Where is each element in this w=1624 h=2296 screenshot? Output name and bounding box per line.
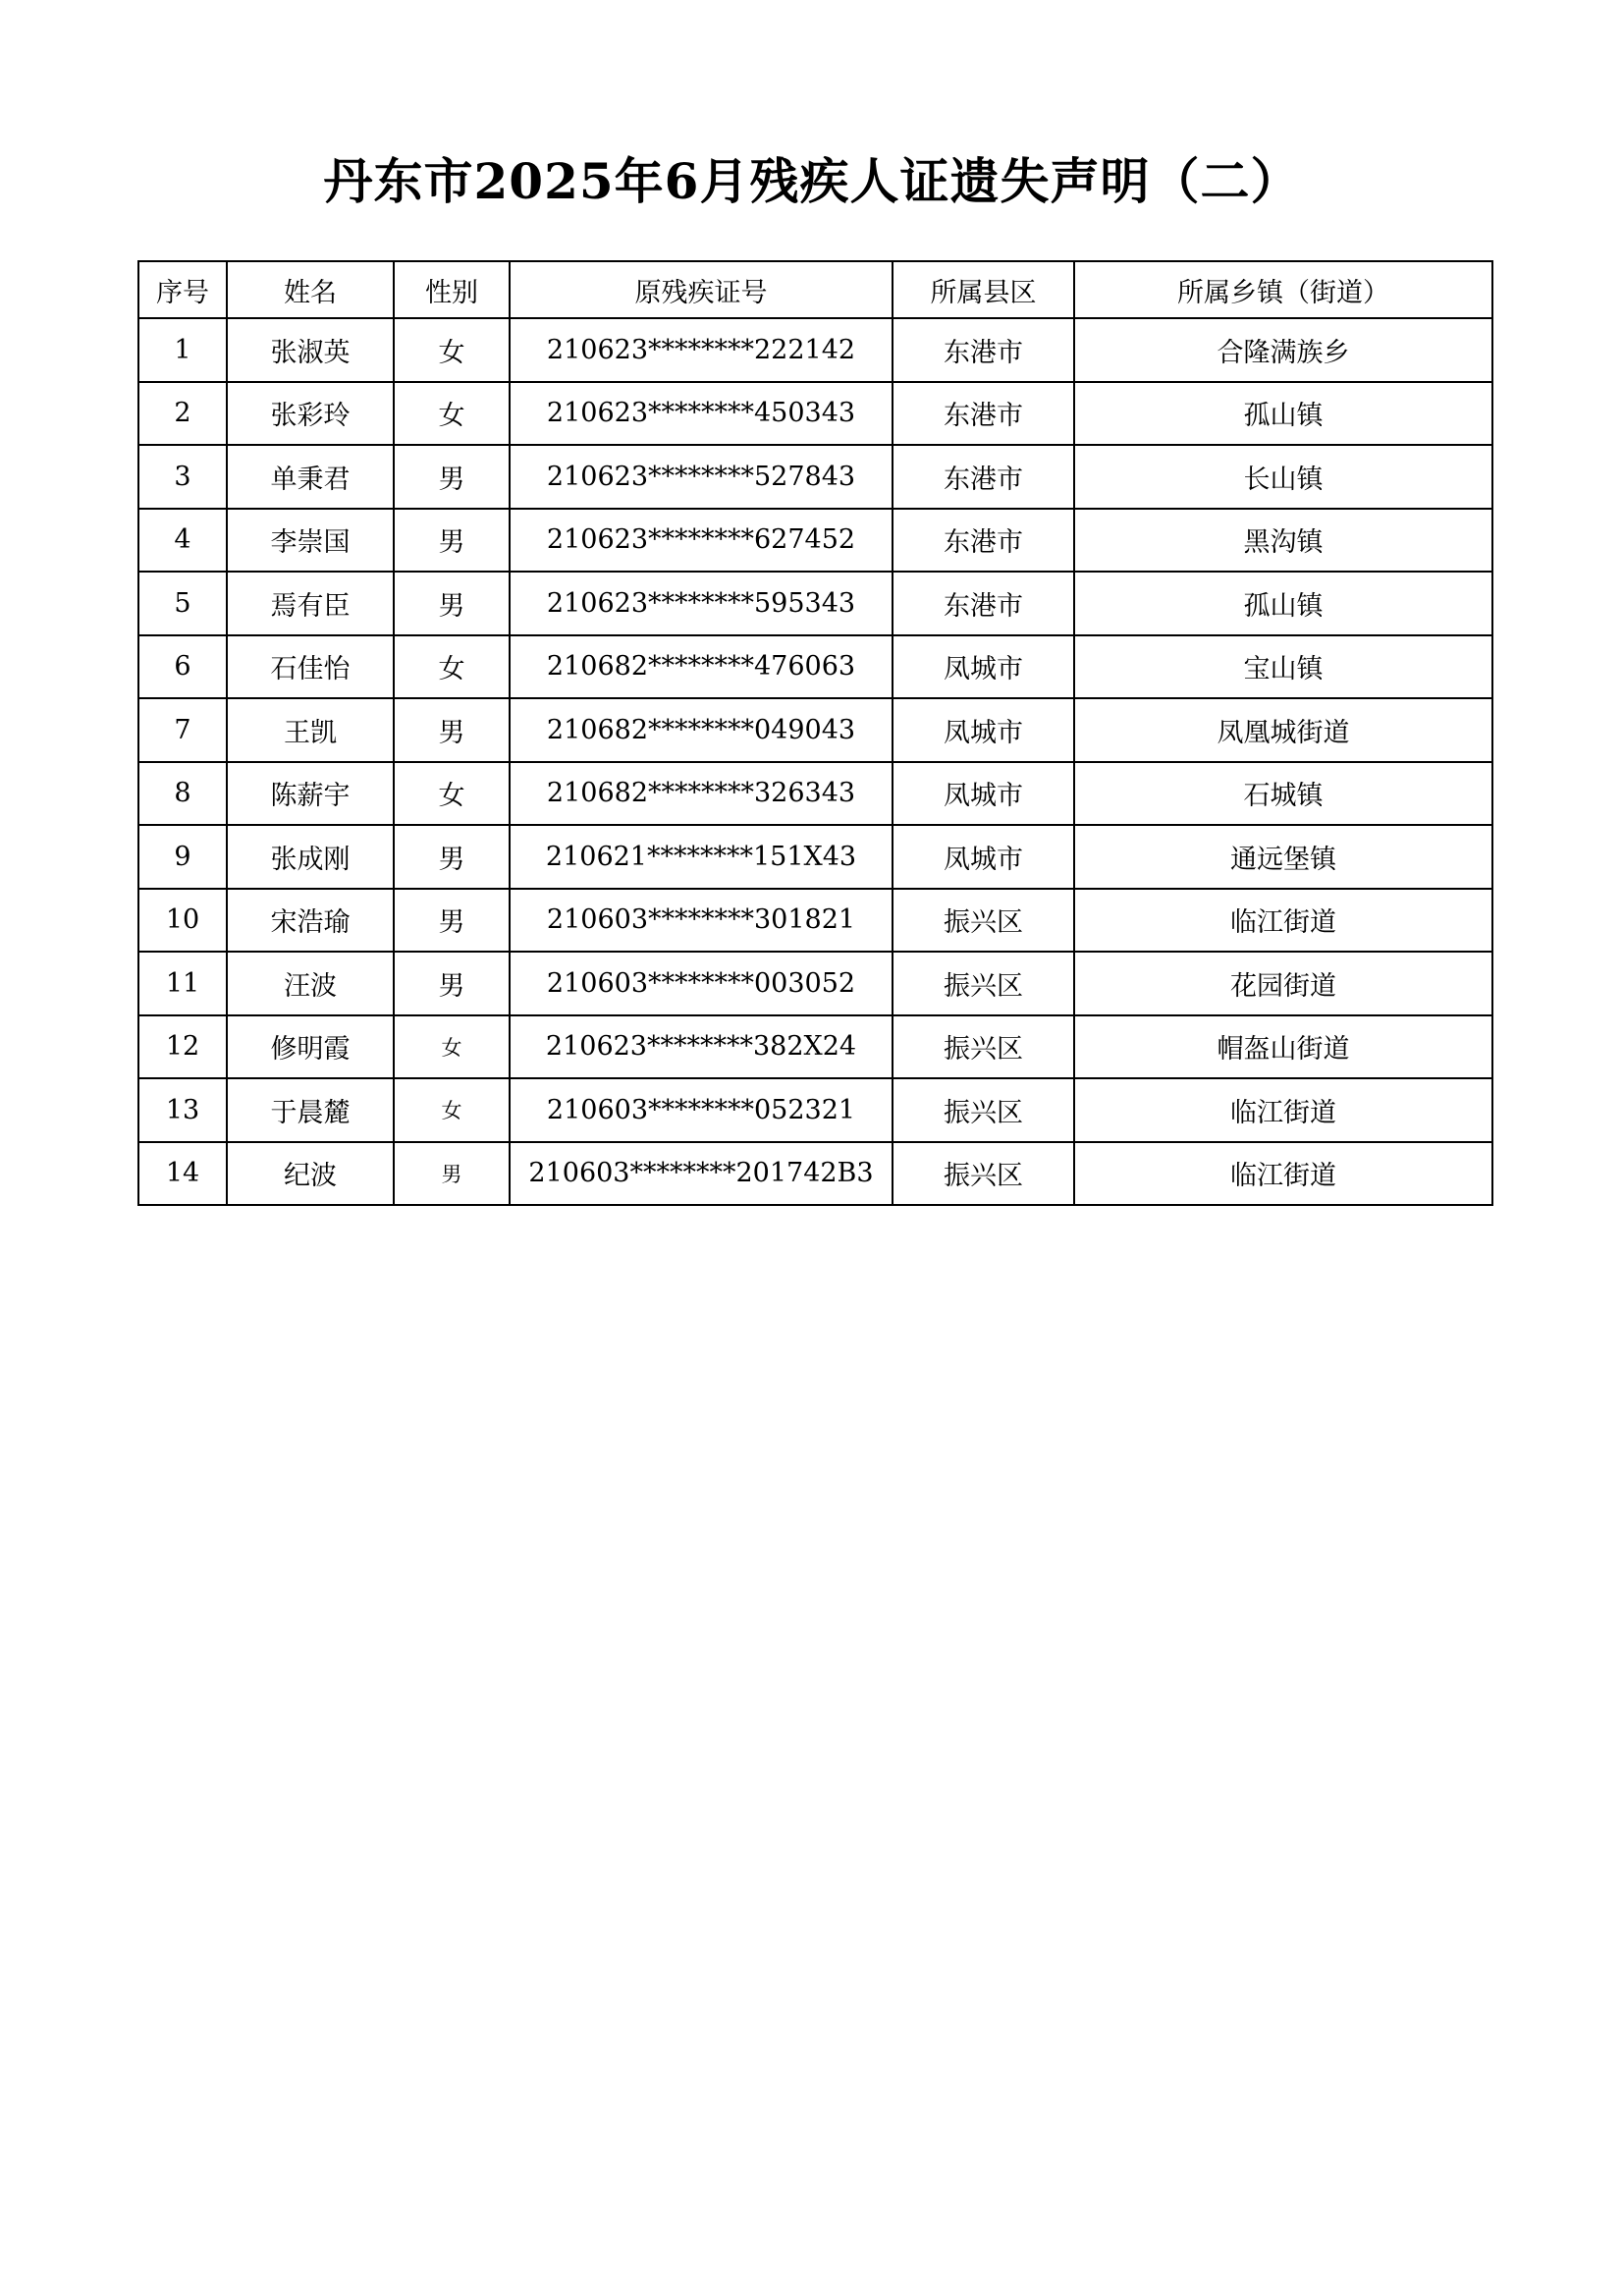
cell-index: 10 — [138, 889, 227, 953]
cell-name: 陈薪宇 — [227, 762, 394, 826]
cell-town: 临江街道 — [1074, 1142, 1492, 1206]
cell-index: 1 — [138, 318, 227, 382]
cell-county: 东港市 — [893, 572, 1074, 635]
cell-county: 振兴区 — [893, 889, 1074, 953]
header-cert-number: 原残疾证号 — [510, 261, 893, 318]
table-row — [138, 952, 1492, 1015]
header-name: 姓名 — [227, 261, 394, 318]
table-row — [138, 445, 1492, 509]
cell-cert-number: 210623********627452 — [510, 509, 893, 573]
cell-county: 振兴区 — [893, 1015, 1074, 1079]
table-row — [138, 572, 1492, 635]
cell-town: 长山镇 — [1074, 445, 1492, 509]
cell-index: 11 — [138, 952, 227, 1015]
cell-index: 2 — [138, 382, 227, 446]
cell-cert-number: 210623********222142 — [510, 318, 893, 382]
cell-index: 6 — [138, 635, 227, 699]
cell-town: 通远堡镇 — [1074, 825, 1492, 889]
header-county: 所属县区 — [893, 261, 1074, 318]
cell-town: 合隆满族乡 — [1074, 318, 1492, 382]
cell-cert-number: 210682********049043 — [510, 698, 893, 762]
cell-town: 帽盔山街道 — [1074, 1015, 1492, 1079]
cell-town: 孤山镇 — [1074, 572, 1492, 635]
cell-cert-number: 210623********595343 — [510, 572, 893, 635]
cell-gender: 男 — [394, 698, 510, 762]
cell-gender: 女 — [394, 1078, 510, 1142]
cell-name: 焉有臣 — [227, 572, 394, 635]
cell-town: 临江街道 — [1074, 1078, 1492, 1142]
cell-name: 张彩玲 — [227, 382, 394, 446]
cell-index: 4 — [138, 509, 227, 573]
cell-county: 凤城市 — [893, 762, 1074, 826]
header-gender: 性别 — [394, 261, 510, 318]
cell-county: 振兴区 — [893, 1142, 1074, 1206]
cell-name: 单秉君 — [227, 445, 394, 509]
table-row — [138, 698, 1492, 762]
cell-county: 东港市 — [893, 445, 1074, 509]
cell-index: 7 — [138, 698, 227, 762]
cell-name: 李崇国 — [227, 509, 394, 573]
cell-gender: 男 — [394, 1142, 510, 1206]
cell-gender: 男 — [394, 952, 510, 1015]
cell-town: 临江街道 — [1074, 889, 1492, 953]
cell-town: 花园街道 — [1074, 952, 1492, 1015]
cell-name: 纪波 — [227, 1142, 394, 1206]
cell-gender: 男 — [394, 889, 510, 953]
cell-gender: 女 — [394, 1015, 510, 1079]
header-town: 所属乡镇（街道） — [1074, 261, 1492, 318]
table-row — [138, 382, 1492, 446]
table-row — [138, 825, 1492, 889]
cell-name: 张成刚 — [227, 825, 394, 889]
table-row — [138, 509, 1492, 573]
cell-county: 东港市 — [893, 318, 1074, 382]
cell-name: 宋浩瑜 — [227, 889, 394, 953]
cell-cert-number: 210623********527843 — [510, 445, 893, 509]
cell-index: 3 — [138, 445, 227, 509]
cell-gender: 男 — [394, 572, 510, 635]
table-row — [138, 1142, 1492, 1206]
page-title: 丹东市2025年6月残疾人证遗失声明（二） — [323, 152, 1301, 210]
records-table — [137, 260, 1493, 1206]
table-row — [138, 1078, 1492, 1142]
cell-county: 东港市 — [893, 382, 1074, 446]
cell-cert-number: 210603********052321 — [510, 1078, 893, 1142]
table-row — [138, 1015, 1492, 1079]
cell-name: 张淑英 — [227, 318, 394, 382]
cell-town: 宝山镇 — [1074, 635, 1492, 699]
header-index: 序号 — [138, 261, 227, 318]
cell-cert-number: 210623********382X24 — [510, 1015, 893, 1079]
cell-county: 凤城市 — [893, 698, 1074, 762]
cell-gender: 男 — [394, 509, 510, 573]
cell-name: 汪波 — [227, 952, 394, 1015]
cell-county: 凤城市 — [893, 825, 1074, 889]
cell-name: 修明霞 — [227, 1015, 394, 1079]
cell-gender: 男 — [394, 825, 510, 889]
cell-county: 振兴区 — [893, 952, 1074, 1015]
cell-index: 8 — [138, 762, 227, 826]
cell-county: 东港市 — [893, 509, 1074, 573]
cell-gender: 女 — [394, 382, 510, 446]
cell-gender: 女 — [394, 318, 510, 382]
cell-cert-number: 210603********003052 — [510, 952, 893, 1015]
table-row — [138, 635, 1492, 699]
table-row — [138, 318, 1492, 382]
cell-cert-number: 210603********301821 — [510, 889, 893, 953]
cell-cert-number: 210623********450343 — [510, 382, 893, 446]
cell-gender: 女 — [394, 635, 510, 699]
cell-index: 14 — [138, 1142, 227, 1206]
cell-county: 凤城市 — [893, 635, 1074, 699]
cell-index: 13 — [138, 1078, 227, 1142]
cell-town: 孤山镇 — [1074, 382, 1492, 446]
cell-cert-number: 210682********326343 — [510, 762, 893, 826]
table-row — [138, 762, 1492, 826]
table-header-row — [138, 261, 1492, 318]
cell-name: 石佳怡 — [227, 635, 394, 699]
cell-index: 12 — [138, 1015, 227, 1079]
cell-name: 王凯 — [227, 698, 394, 762]
cell-cert-number: 210621********151X43 — [510, 825, 893, 889]
cell-index: 5 — [138, 572, 227, 635]
cell-cert-number: 210603********201742B3 — [510, 1142, 893, 1206]
cell-cert-number: 210682********476063 — [510, 635, 893, 699]
cell-index: 9 — [138, 825, 227, 889]
cell-name: 于晨麓 — [227, 1078, 394, 1142]
cell-town: 黑沟镇 — [1074, 509, 1492, 573]
cell-gender: 男 — [394, 445, 510, 509]
cell-county: 振兴区 — [893, 1078, 1074, 1142]
cell-gender: 女 — [394, 762, 510, 826]
table-row — [138, 889, 1492, 953]
cell-town: 石城镇 — [1074, 762, 1492, 826]
cell-town: 凤凰城街道 — [1074, 698, 1492, 762]
